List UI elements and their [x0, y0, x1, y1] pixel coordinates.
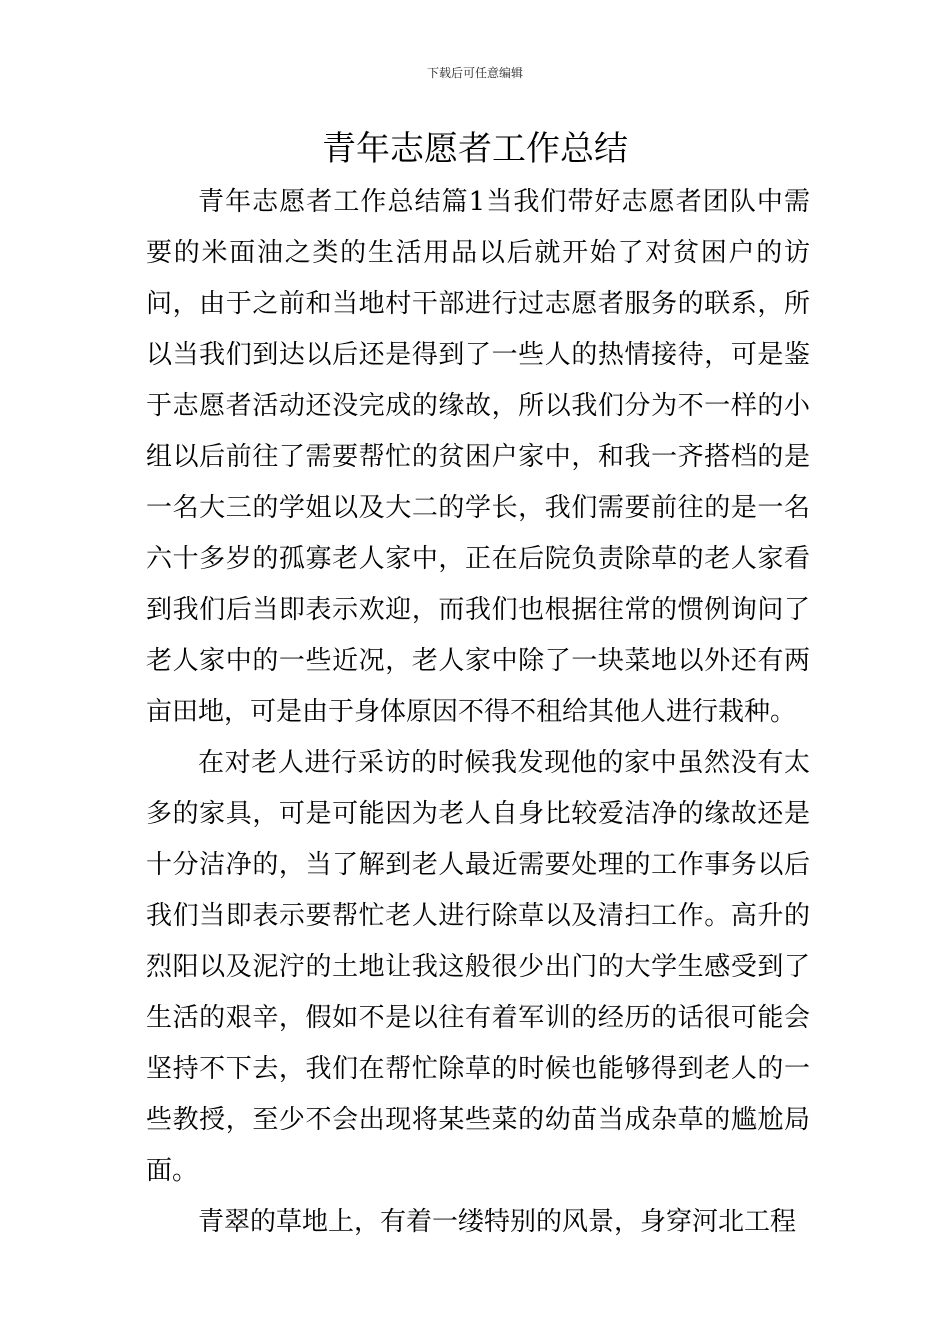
paragraph-3: 青翠的草地上，有着一缕特别的风景，身穿河北工程	[198, 1207, 797, 1237]
document-title: 青年志愿者工作总结	[322, 129, 628, 169]
header-note: 下载后可任意编辑	[426, 66, 523, 80]
paragraph-1: 青年志愿者工作总结篇1当我们带好志愿者团队中需要的米面油之类的生活用品以后就开始了对贫困户的访问，由于之前和当地村干部进行过志愿者服务的联系，所以当我们到达以后还是得到了一些人的热情接待，可是鉴于志愿者活动还没完成的缘故，所以我们分为不一样的小组以后前往了需要帮忙的贫困户家中，和我一齐搭档的是一名大三的学姐以及大二的学长，我们需要前往的是一名六十多岁的孤寡老人家中，正在后院负责除草的老人家看到我们后当即表示欢迎，而我们也根据往常的惯例询问了老人家中的一些近况，老人家中除了一块菜地以外还有两亩田地，可是由于身体原因不得不租给其他人进行栽种。	[146, 187, 810, 727]
document-body	[146, 177, 810, 1248]
paragraph-2: 在对老人进行采访的时候我发现他的家中虽然没有太多的家具，可是可能因为老人自身比较爱洁净的缘故还是十分洁净的，当了解到老人最近需要处理的工作事务以后我们当即表示要帮忙老人进行除草以及清扫工作。高升的烈阳以及泥泞的土地让我这般很少出门的大学生感受到了生活的艰辛，假如不是以往有着军训的经历的话很可能会坚持不下去，我们在帮忙除草的时候也能够得到老人的一些教授，至少不会出现将某些菜的幼苗当成杂草的尴尬局面。	[146, 748, 810, 1186]
